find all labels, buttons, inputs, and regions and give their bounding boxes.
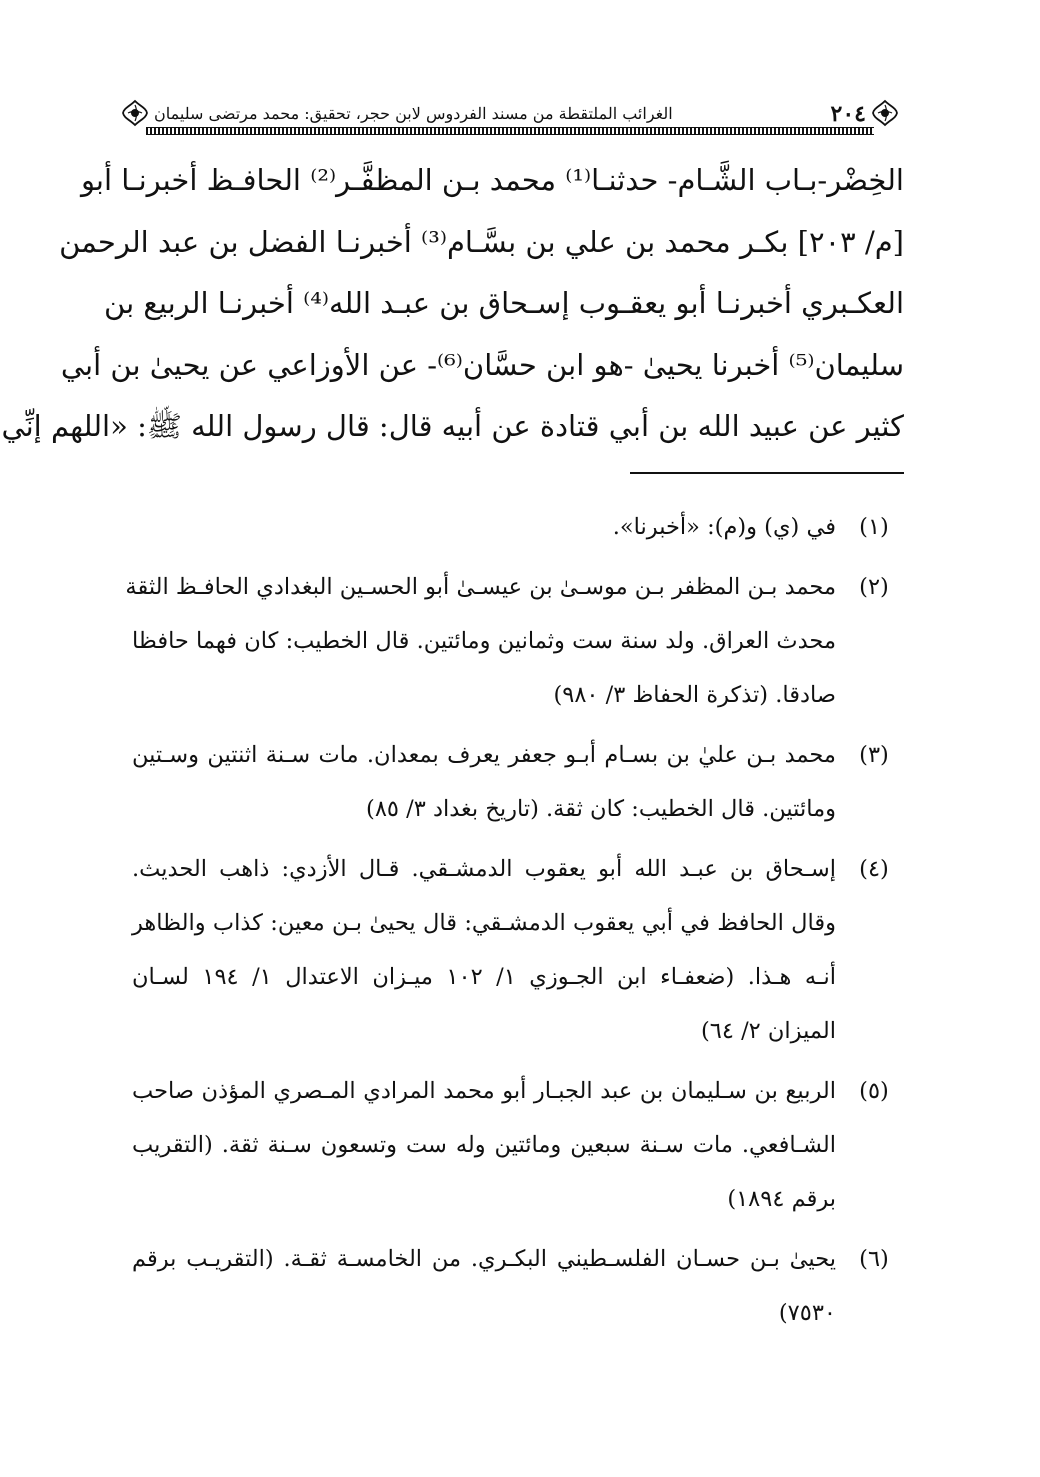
footnote-5	[132, 1064, 904, 1226]
running-header	[120, 96, 900, 136]
footnote-line: محمد بـن عليٰ بن بسـام أبـو جعفر يعرف بمعدان. مات سـنة اثنتين وسـتين	[132, 742, 836, 768]
footnote-line: ٧٥٣٠)	[778, 1300, 836, 1326]
footnote-number: (٦)	[859, 1246, 889, 1272]
main-text-line: سليمان⁽⁵⁾ أخبرنا يحيىٰ -هو ابن حسَّان⁽⁶⁾- عن الأوزاعي عن يحيىٰ بن أبي	[60, 347, 904, 382]
footnote-line: الربيع بن سـليمان بن عبد الجبـار أبو محمد المرادي المـصري المؤذن صاحب	[132, 1078, 836, 1104]
book-title: الغرائب الملتقطة من مسند الفردوس لابن حجر، تحقيق: محمد مرتضى سليمان	[154, 104, 673, 123]
footnote-line: صادقا. (تذكرة الحفاظ ٣/ ٩٨٠)	[553, 682, 836, 708]
page-number: ٢٠٤	[830, 101, 866, 127]
main-text-line: كثير عن عبيد الله بن أبي قتادة عن أبيه قال: قال رسول الله ﷺ: «اللهم إنِّي	[1, 409, 904, 443]
footnote-number: (١)	[859, 514, 889, 540]
main-text-line: العكـبري أخبرنـا أبو يعقـوب إسـحاق بن عبـد الله⁽⁴⁾ أخبرنـا الربيع بن	[104, 286, 904, 320]
footnote-number: (٣)	[859, 742, 889, 768]
footnote-line: محمد بـن المظفر بـن موسـىٰ بن عيسـىٰ أبو الحسـين البغدادي الحافـظ الثقة	[125, 574, 836, 600]
footnotes	[125, 500, 904, 1346]
footnote-line: إسـحاق بن عبـد الله أبو يعقوب الدمشـقي. قـال الأزدي: ذاهب الحديث.	[132, 856, 836, 882]
footnote-line: في (ي) و(م): «أخبرنا».	[612, 514, 836, 540]
footnote-line: أنـه هـذا. (ضعفـاء ابن الجـوزي ١/ ١٠٢ ميـزان الاعتدال ١/ ١٩٤ لسـان	[132, 964, 836, 990]
main-text	[1, 150, 904, 458]
footnote-line: الميزان ٢/ ٦٤)	[700, 1018, 836, 1044]
footnote-number: (٥)	[859, 1078, 889, 1104]
footnote-line: محدث العراق. ولد سنة ست وثمانين ومائتين. قال الخطيب: كان فهما حافظا	[132, 628, 836, 654]
footnote-separator	[630, 472, 904, 474]
footnote-line: برقم ١٨٩٤)	[727, 1186, 836, 1212]
main-text-line: الخِضْر-بـاب الشَّـام- حدثنـا⁽¹⁾ محمد بـن المظفَّـر⁽²⁾ الحافـظ أخبرنـا أبو	[80, 163, 904, 197]
footnote-6	[132, 1232, 904, 1340]
header-rule	[146, 127, 874, 135]
footnote-line: ومائتين. قال الخطيب: كان ثقة. (تاريخ بغداد ٣/ ٨٥)	[366, 796, 836, 822]
main-text-line: [م/ ٢٠٣] بكـر محمد بن علي بن بسَّـام⁽³⁾ أخبرنـا الفضل بن عبد الرحمن	[59, 224, 904, 259]
footnote-1	[132, 500, 904, 554]
footnote-4	[132, 842, 904, 1058]
footnote-2	[125, 560, 904, 722]
footnote-number: (٤)	[859, 856, 889, 882]
footnote-line: وقال الحافظ في أبي يعقوب الدمشـقي: قال يحيىٰ بـن معين: كذاب والظاهر	[132, 910, 837, 936]
footnote-number: (٢)	[859, 574, 889, 600]
footnote-line: الشـافعي. مات سـنة سبعين ومائتين وله ست وتسعون سـنة ثقة. (التقريب	[132, 1132, 836, 1158]
footnote-3	[132, 728, 904, 836]
footnote-line: يحيىٰ بـن حسـان الفلسـطيني البكـري. من الخامسـة ثقـة. (التقريـب برقم	[132, 1246, 836, 1272]
